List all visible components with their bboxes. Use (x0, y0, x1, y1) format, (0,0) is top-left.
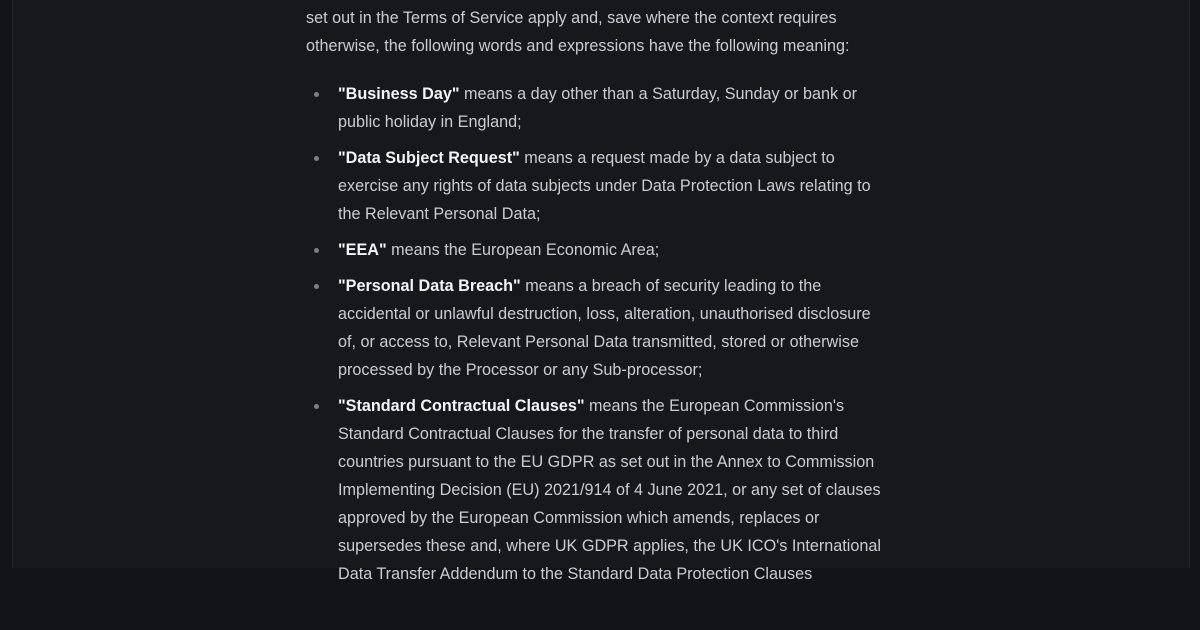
definition-text: means a day other than a Saturday, Sunday or bank or public holiday in England; (338, 85, 857, 131)
definition-text: means a request made by a data subject to exercise any rights of data subjects under Data Protection Laws relating to the Relevant Personal Data; (338, 149, 871, 223)
definition-text: means the European Commission's Standard Contractual Clauses for the transfer of personal data to third countries pursuant to the EU GDPR as set out in the Annex to Commission Implementing Decision (EU) 2021/914 of 4 June 2021, or any set of clauses approved by the European Commission which amends, replaces or supersedes these and, where UK GDPR applies, the UK ICO's International Data Transfer Addendum to the Standard Data Protection Clauses (338, 397, 881, 583)
definition-term: "Business Day" (338, 85, 460, 103)
definition-term: "EEA" (338, 241, 387, 259)
definition-term: "Data Subject Request" (338, 149, 520, 167)
definition-item (306, 236, 890, 264)
bullet-icon (314, 92, 319, 97)
document-panel (12, 0, 1190, 583)
bullet-icon (314, 284, 319, 289)
bullet-icon (314, 404, 319, 409)
document-content (306, 4, 890, 596)
definitions-list (306, 80, 890, 588)
definition-item (306, 144, 890, 228)
definition-item (306, 392, 890, 588)
bullet-icon (314, 156, 319, 161)
definition-term: "Personal Data Breach" (338, 277, 521, 295)
definition-text: means the European Economic Area; (386, 241, 660, 259)
definition-item (306, 80, 890, 136)
definition-item (306, 272, 890, 384)
definition-term: "Standard Contractual Clauses" (338, 397, 585, 415)
bullet-icon (314, 248, 319, 253)
definition-text: means a breach of security leading to the accidental or unlawful destruction, loss, alteration, unauthorised disclosure of, or access to, Relevant Personal Data transmitted, stored or otherwise processed by the Processor or any Sub-processor; (338, 277, 871, 379)
intro-paragraph: set out in the Terms of Service apply and, save where the context requires otherwise, the following words and expressions have the following meaning: (306, 9, 850, 55)
